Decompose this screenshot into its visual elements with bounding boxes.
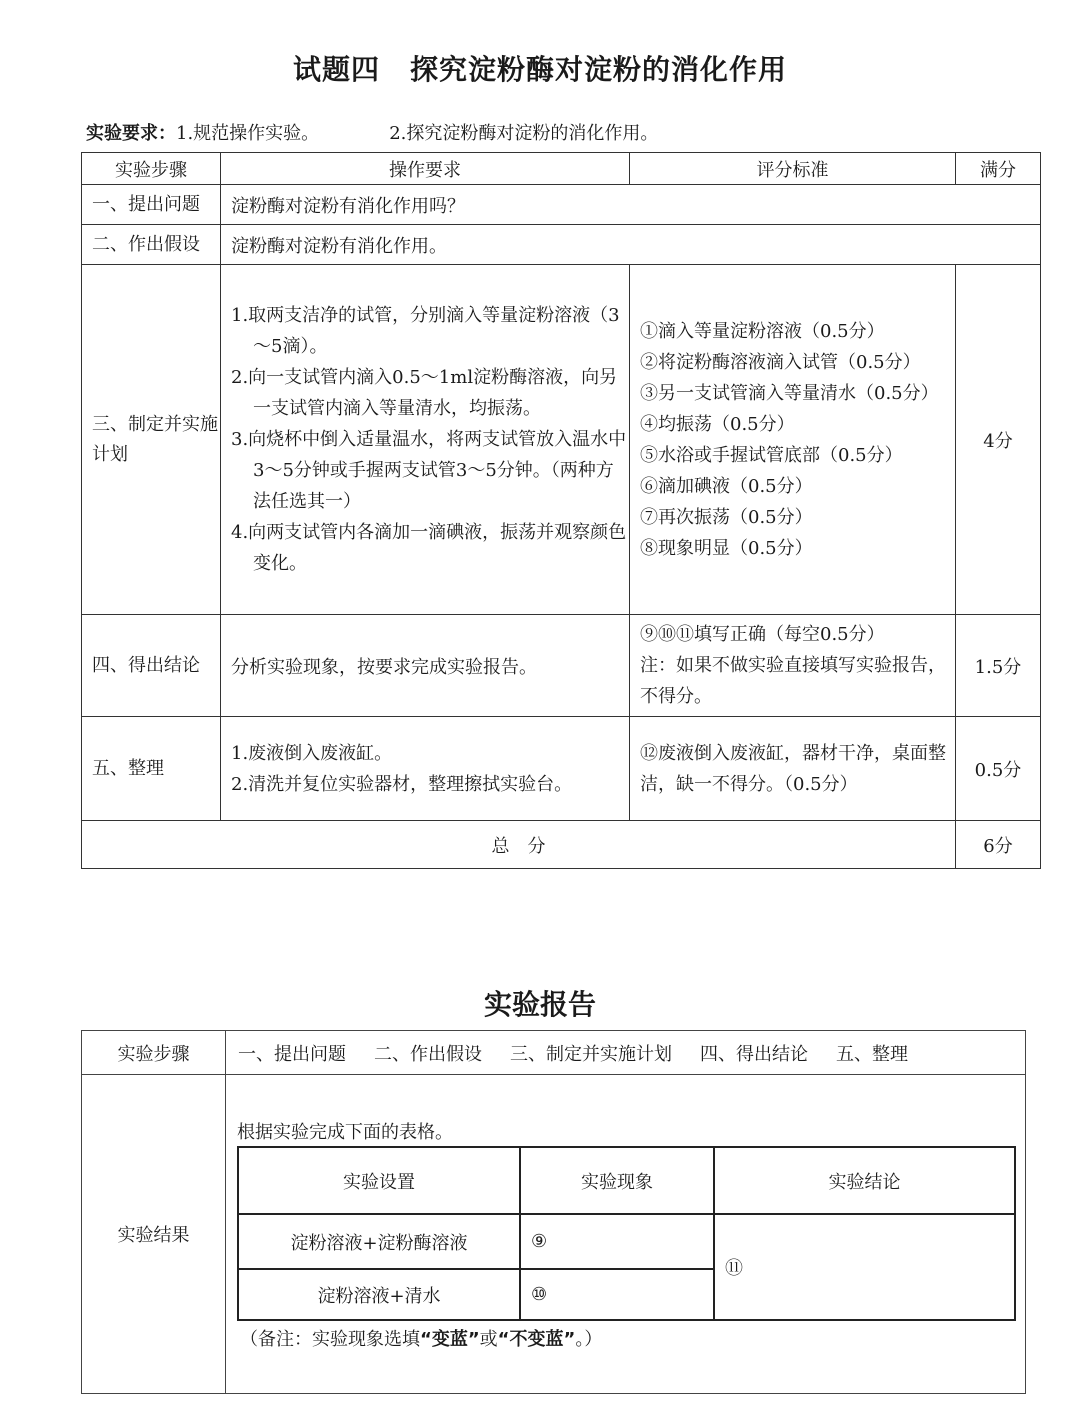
step-cell: 四、得出结论 <box>82 615 221 717</box>
step-cell: 一、提出问题 <box>82 185 221 225</box>
list-item: 3.向烧杯中倒入适量温水，将两支试管放入温水中3～5分钟或手握两支试管3～5分钟。（两种方法任选其一） <box>231 429 627 512</box>
table-header-row <box>82 153 1041 185</box>
phenomenon-blank-9[interactable]: ⑨ <box>520 1214 714 1269</box>
title-prefix: 试题四 <box>292 53 380 86</box>
title-main: 探究淀粉酶对淀粉的消化作用 <box>410 53 788 86</box>
experiment-requirements <box>86 119 658 145</box>
report-note <box>240 1325 602 1351</box>
table-row <box>238 1214 1015 1269</box>
criteria-main: ⑫废液倒入废液缸，器材干净，桌面整洁，缺一不得分。（0.5分） <box>640 742 946 795</box>
list-item: ⑥滴加碘液（0.5分） <box>640 475 813 497</box>
conclusion-blank-11[interactable]: ⑪ <box>714 1214 1015 1320</box>
list-item: ⑤水浴或手握试管底部（0.5分） <box>640 444 903 466</box>
criteria-note: 注：如果不做实验直接填写实验报告，不得分。 <box>640 655 946 707</box>
operation-list <box>231 300 629 579</box>
result-header-phenomenon: 实验现象 <box>520 1147 714 1214</box>
list-item: ②将淀粉酶溶液滴入试管（0.5分） <box>640 351 921 373</box>
list-item: 4.向两支试管内各滴加一滴碘液，振荡并观察颜色变化。 <box>231 522 627 574</box>
page-title <box>0 48 1080 88</box>
report-steps-label: 实验步骤 <box>82 1031 226 1075</box>
points-cell: 4分 <box>956 265 1041 615</box>
setup-cell: 淀粉溶液+淀粉酶溶液 <box>238 1214 520 1269</box>
report-step: 三、制定并实施计划 <box>510 1043 672 1065</box>
scoring-table <box>81 152 1041 869</box>
list-item: ④均振荡（0.5分） <box>640 413 795 435</box>
result-table <box>237 1146 1016 1321</box>
header-operation: 操作要求 <box>221 153 630 185</box>
table-row <box>82 615 1041 717</box>
criteria-list <box>640 316 955 564</box>
note-prefix: （备注：实验现象选填 <box>240 1329 420 1350</box>
operation-cell <box>221 265 630 615</box>
criteria-main: ⑨⑩⑪填写正确（每空0.5分） <box>640 624 885 645</box>
list-item: ③另一支试管滴入等量清水（0.5分） <box>640 382 939 404</box>
table-row <box>82 717 1041 821</box>
setup-cell: 淀粉溶液+清水 <box>238 1269 520 1320</box>
step-cell: 五、整理 <box>82 717 221 821</box>
table-row <box>82 225 1041 265</box>
report-step: 一、提出问题 <box>238 1043 346 1065</box>
result-header-conclusion: 实验结论 <box>714 1147 1015 1214</box>
report-steps-row <box>82 1031 1026 1075</box>
note-mid: 或 <box>479 1329 498 1350</box>
operation-cell: 淀粉酶对淀粉有消化作用。 <box>221 225 1041 265</box>
criteria-cell <box>630 265 956 615</box>
report-results-label: 实验结果 <box>82 1075 226 1394</box>
table-row <box>82 265 1041 615</box>
step-cell: 二、作出假设 <box>82 225 221 265</box>
report-step: 二、作出假设 <box>374 1043 482 1065</box>
operation-cell: 淀粉酶对淀粉有消化作用吗？ <box>221 185 1041 225</box>
report-instruction: 根据实验完成下面的表格。 <box>237 1122 453 1143</box>
header-step: 实验步骤 <box>82 153 221 185</box>
operation-cell: 分析实验现象，按要求完成实验报告。 <box>221 615 630 717</box>
report-title: 实验报告 <box>483 988 596 1021</box>
table-row <box>82 185 1041 225</box>
requirements-label: 实验要求： <box>86 123 176 144</box>
list-item: ①滴入等量淀粉溶液（0.5分） <box>640 320 885 342</box>
list-item: 2.清洗并复位实验器材，整理擦拭实验台。 <box>231 773 573 795</box>
header-points: 满分 <box>956 153 1041 185</box>
points-cell: 1.5分 <box>956 615 1041 717</box>
total-points: 6分 <box>956 821 1041 869</box>
header-criteria: 评分标准 <box>630 153 956 185</box>
note-option-1: “变蓝” <box>420 1329 480 1350</box>
total-row <box>82 821 1041 869</box>
result-header-row <box>238 1147 1015 1214</box>
operation-cell <box>221 717 630 821</box>
criteria-cell <box>630 717 956 821</box>
list-item: ⑧现象明显（0.5分） <box>640 537 813 559</box>
report-step: 五、整理 <box>836 1043 908 1065</box>
note-option-2: “不变蓝” <box>497 1329 576 1350</box>
operation-list <box>231 738 629 800</box>
requirement-2: 2.探究淀粉酶对淀粉的消化作用。 <box>389 123 659 144</box>
phenomenon-blank-10[interactable]: ⑩ <box>520 1269 714 1320</box>
note-suffix: 。） <box>575 1329 603 1350</box>
points-cell: 0.5分 <box>956 717 1041 821</box>
list-item: 1.取两支洁净的试管，分别滴入等量淀粉溶液（3～5滴）。 <box>231 305 620 357</box>
report-step: 四、得出结论 <box>700 1043 808 1065</box>
list-item: 1.废液倒入废液缸。 <box>231 742 393 764</box>
result-header-setup: 实验设置 <box>238 1147 520 1214</box>
report-steps-list <box>226 1031 1026 1075</box>
step-cell: 三、制定并实施计划 <box>82 265 221 615</box>
list-item: ⑦再次振荡（0.5分） <box>640 506 813 528</box>
list-item: 2.向一支试管内滴入0.5～1ml淀粉酶溶液，向另一支试管内滴入等量清水，均振荡。 <box>231 367 618 419</box>
criteria-cell <box>630 615 956 717</box>
total-label: 总 分 <box>82 821 956 869</box>
requirement-1: 1.规范操作实验。 <box>176 123 320 144</box>
